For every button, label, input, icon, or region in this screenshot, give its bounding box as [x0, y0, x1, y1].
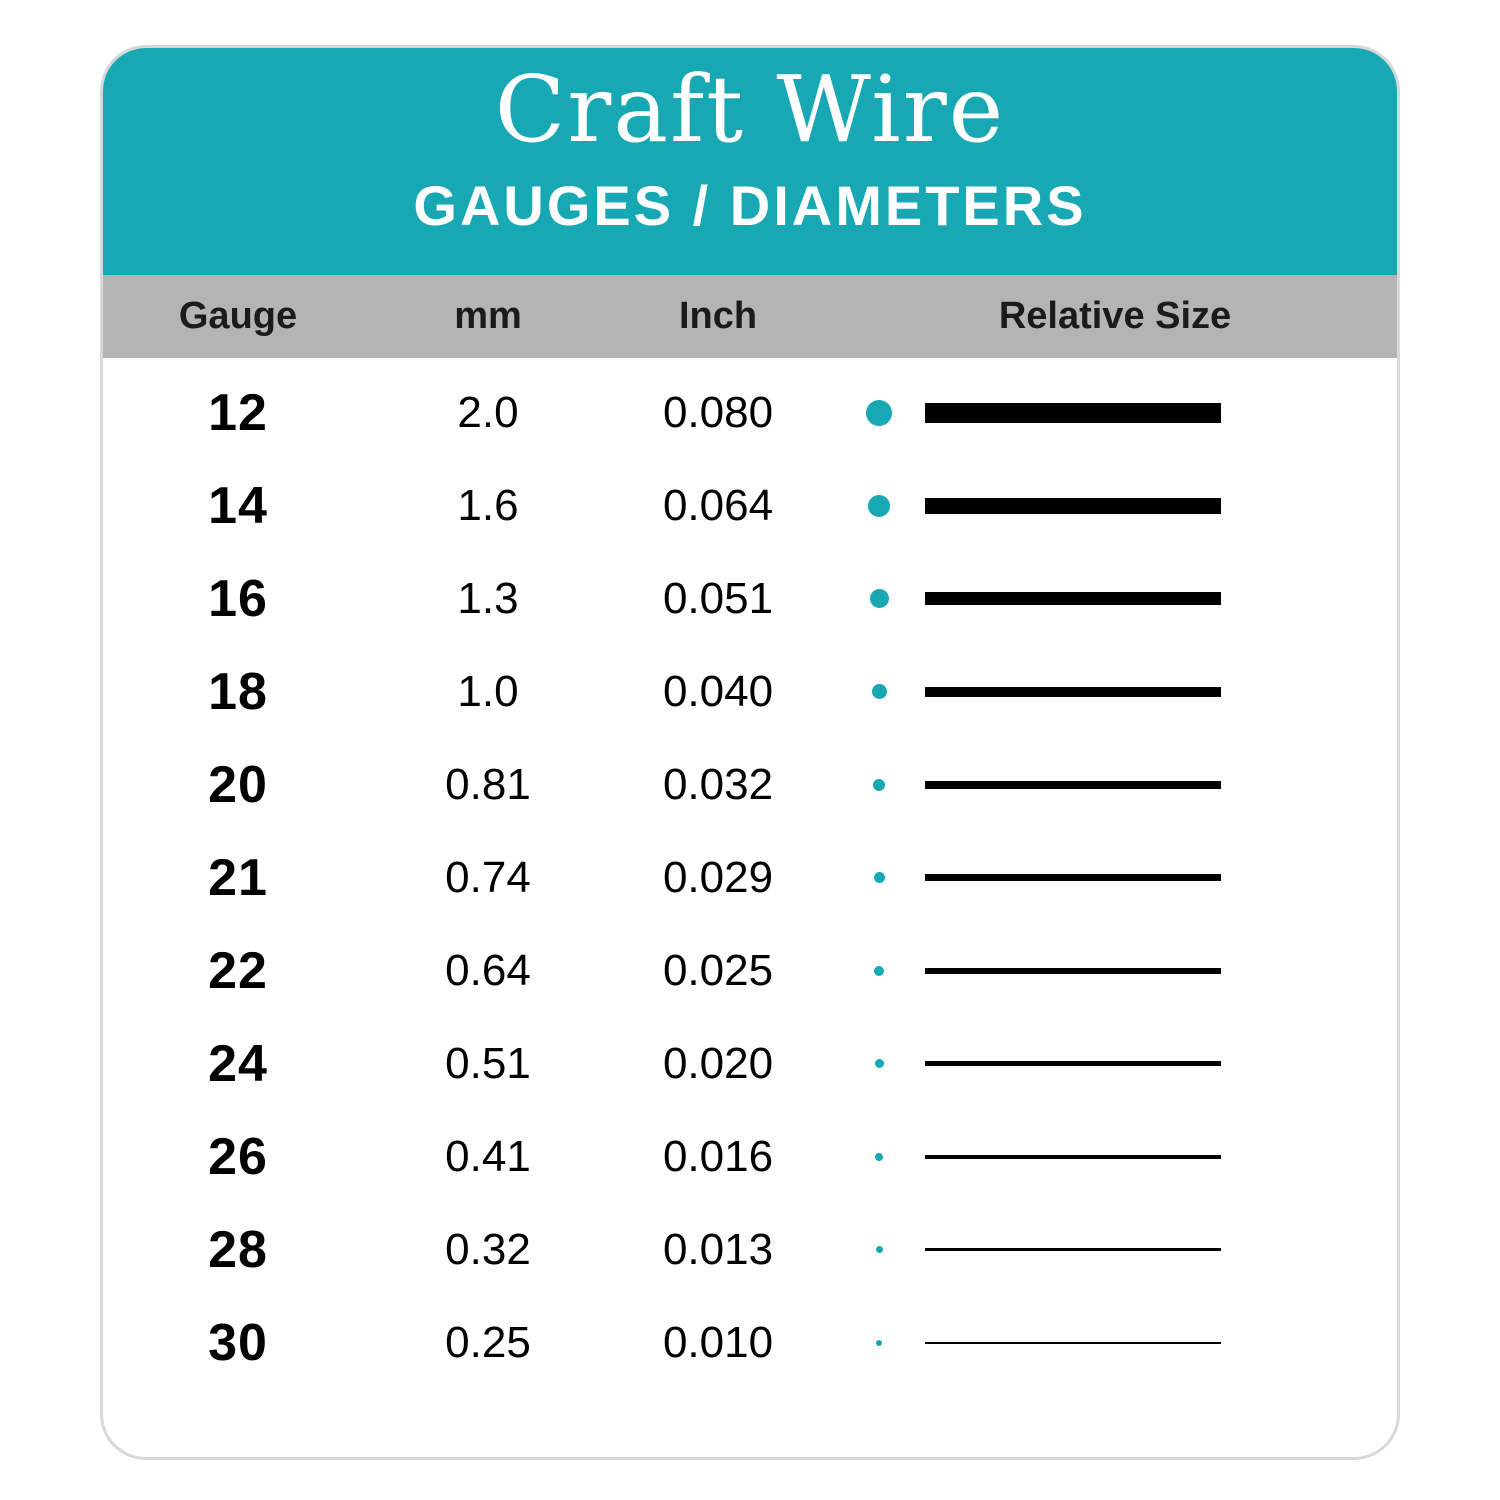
wire-thickness-bar	[925, 1061, 1221, 1066]
page-title: Craft Wire	[494, 56, 1006, 163]
wire-cross-section-dot	[876, 1246, 883, 1253]
wire-thickness-bar-wrap	[925, 781, 1397, 789]
cell-relative-size	[833, 1059, 1397, 1068]
cell-relative-size	[833, 495, 1397, 517]
wire-thickness-bar-wrap	[925, 874, 1397, 881]
cell-mm: 0.41	[445, 1131, 531, 1181]
cell-mm: 0.32	[445, 1224, 531, 1274]
wire-thickness-bar-wrap	[925, 1342, 1397, 1344]
wire-cross-section-dot	[876, 1340, 882, 1346]
cell-relative-size	[833, 1246, 1397, 1253]
cell-mm: 0.25	[445, 1317, 531, 1367]
cell-gauge: 30	[208, 1313, 268, 1372]
table-row	[103, 552, 1397, 645]
cell-inch: 0.080	[662, 387, 774, 437]
wire-thickness-bar-wrap	[925, 1061, 1397, 1066]
wire-cross-section-dot-wrap	[833, 779, 925, 791]
wire-cross-section-dot	[875, 1153, 883, 1161]
table-row	[103, 738, 1397, 831]
cell-inch: 0.029	[662, 852, 774, 902]
table-row	[103, 1017, 1397, 1110]
wire-cross-section-dot	[874, 966, 884, 976]
cell-gauge: 20	[208, 755, 268, 814]
cell-gauge: 26	[208, 1127, 268, 1186]
cell-gauge: 12	[208, 383, 268, 442]
wire-thickness-bar	[925, 403, 1221, 423]
wire-cross-section-dot-wrap	[833, 589, 925, 608]
cell-gauge: 16	[208, 569, 268, 628]
wire-cross-section-dot	[872, 684, 887, 699]
cell-relative-size	[833, 966, 1397, 976]
wire-cross-section-dot	[874, 872, 885, 883]
cell-inch: 0.025	[662, 945, 774, 995]
wire-cross-section-dot-wrap	[833, 1153, 925, 1161]
table-row	[103, 1203, 1397, 1296]
cell-mm: 1.0	[457, 666, 519, 716]
table-row	[103, 1110, 1397, 1203]
wire-thickness-bar-wrap	[925, 1155, 1397, 1159]
table-row	[103, 831, 1397, 924]
table-row	[103, 1296, 1397, 1389]
wire-cross-section-dot	[870, 589, 889, 608]
wire-cross-section-dot-wrap	[833, 872, 925, 883]
cell-gauge: 28	[208, 1220, 268, 1279]
wire-cross-section-dot-wrap	[833, 966, 925, 976]
cell-gauge: 24	[208, 1034, 268, 1093]
cell-gauge: 14	[208, 476, 268, 535]
cell-mm: 0.74	[445, 852, 531, 902]
cell-gauge: 18	[208, 662, 268, 721]
wire-cross-section-dot-wrap	[833, 495, 925, 517]
cell-mm: 0.64	[445, 945, 531, 995]
cell-relative-size	[833, 684, 1397, 699]
wire-thickness-bar-wrap	[925, 968, 1397, 974]
cell-mm: 1.6	[457, 480, 519, 530]
cell-gauge: 22	[208, 941, 268, 1000]
table-column-headers	[103, 275, 1397, 358]
wire-thickness-bar-wrap	[925, 1248, 1397, 1251]
cell-relative-size	[833, 1153, 1397, 1161]
wire-thickness-bar	[925, 874, 1221, 881]
wire-thickness-bar-wrap	[925, 498, 1397, 514]
wire-cross-section-dot-wrap	[833, 400, 925, 426]
cell-inch: 0.016	[662, 1131, 774, 1181]
wire-thickness-bar-wrap	[925, 687, 1397, 697]
wire-thickness-bar	[925, 781, 1221, 789]
wire-cross-section-dot-wrap	[833, 1340, 925, 1346]
table-row	[103, 459, 1397, 552]
card-header	[103, 48, 1397, 275]
wire-cross-section-dot-wrap	[833, 684, 925, 699]
cell-inch: 0.010	[662, 1317, 774, 1367]
table-row	[103, 645, 1397, 738]
wire-cross-section-dot	[873, 779, 885, 791]
wire-cross-section-dot-wrap	[833, 1246, 925, 1253]
wire-cross-section-dot	[875, 1059, 884, 1068]
wire-cross-section-dot-wrap	[833, 1059, 925, 1068]
wire-thickness-bar	[925, 592, 1221, 605]
wire-thickness-bar	[925, 687, 1221, 697]
wire-cross-section-dot	[868, 495, 890, 517]
column-header-mm: mm	[454, 295, 522, 337]
cell-gauge: 21	[208, 848, 268, 907]
wire-thickness-bar	[925, 1155, 1221, 1159]
cell-inch: 0.040	[662, 666, 774, 716]
cell-inch: 0.051	[662, 573, 774, 623]
wire-thickness-bar	[925, 968, 1221, 974]
wire-thickness-bar	[925, 1342, 1221, 1344]
wire-thickness-bar	[925, 498, 1221, 514]
cell-mm: 1.3	[457, 573, 519, 623]
cell-mm: 0.51	[445, 1038, 531, 1088]
cell-mm: 2.0	[457, 387, 519, 437]
cell-inch: 0.013	[662, 1224, 774, 1274]
column-header-inch: Inch	[678, 295, 758, 337]
cell-relative-size	[833, 400, 1397, 426]
column-header-gauge: Gauge	[178, 295, 298, 337]
cell-inch: 0.064	[662, 480, 774, 530]
wire-cross-section-dot	[866, 400, 892, 426]
wire-thickness-bar	[925, 1248, 1221, 1251]
cell-relative-size	[833, 589, 1397, 608]
table-body	[103, 358, 1397, 1389]
cell-relative-size	[833, 779, 1397, 791]
wire-thickness-bar-wrap	[925, 592, 1397, 605]
page-subtitle: GAUGES / DIAMETERS	[413, 173, 1087, 237]
table-row	[103, 924, 1397, 1017]
cell-inch: 0.032	[662, 759, 774, 809]
cell-relative-size	[833, 1340, 1397, 1346]
column-header-relative-size: Relative Size	[998, 295, 1232, 337]
craft-wire-gauge-card	[100, 45, 1400, 1460]
cell-inch: 0.020	[662, 1038, 774, 1088]
table-row	[103, 366, 1397, 459]
cell-mm: 0.81	[445, 759, 531, 809]
wire-thickness-bar-wrap	[925, 403, 1397, 423]
cell-relative-size	[833, 872, 1397, 883]
